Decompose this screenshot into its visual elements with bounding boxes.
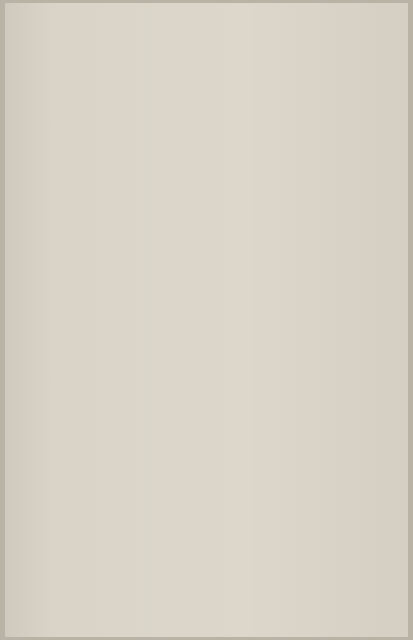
upper-text-tier [22, 75, 398, 333]
scanned-page [5, 3, 408, 637]
lower-text-tier [22, 339, 398, 601]
